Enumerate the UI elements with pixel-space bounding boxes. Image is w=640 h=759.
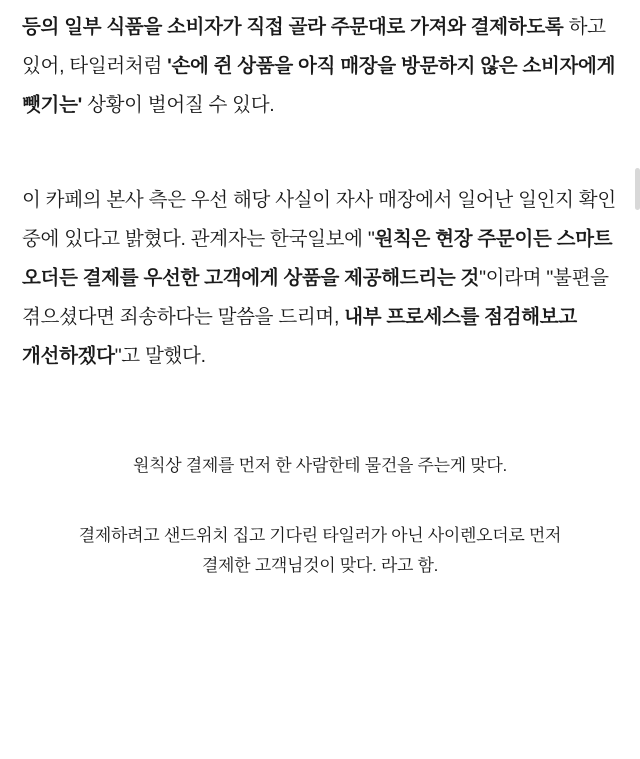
comment-2-line-2: 결제한 고객님것이 맞다. 라고 함.	[201, 556, 439, 575]
paragraph-1-run-1: 등의 일부 식품을 소비자가 직접 골라 주문대로 가져와 결제하도록	[22, 16, 564, 38]
paragraph-2-run-5: "고 말했다.	[114, 345, 206, 367]
paragraph-2-run-3: "이라며 "불편을 겪으셨다면 죄송하다는 말씀을 드리며,	[22, 267, 609, 328]
comment-1-line-1: 원칙상 결제를 먼저 한 사람한테 물건을 주는게 맞다.	[133, 456, 507, 475]
paragraph-2-run-4: 내부 프로세스를 점검해보고 개선하겠다	[22, 306, 577, 367]
paragraph-1	[22, 8, 618, 125]
comment-item-2	[18, 521, 622, 581]
paragraph-1-run-3: '손에 쥔 상품을 아직 매장을 방문하지 않은 소비자에게 뺏기는'	[22, 55, 616, 116]
paragraph-1-run-4: 상황이 벌어질 수 있다.	[81, 94, 275, 116]
comment-item-1	[18, 450, 622, 481]
comment-section	[0, 450, 640, 581]
article-body	[0, 0, 640, 376]
paragraph-2-run-1: 이 카페의 본사 측은 우선 해당 사실이 자사 매장에서 일어난 일인지 확인 중에 있다고 밝혔다. 관계자는 한국일보에 "	[22, 189, 616, 250]
paragraph-2-run-2: 원칙은 현장 주문이든 스마트 오더든 결제를 우선한 고객에게 상품을 제공해드리는 것	[22, 228, 613, 289]
scrollbar-thumb[interactable]	[635, 168, 640, 210]
paragraph-1-run-2: 하고 있어, 타일러처럼	[22, 16, 606, 77]
comment-2-line-1: 결제하려고 샌드위치 집고 기다린 타일러가 아닌 사이렌오더로 먼저	[78, 526, 562, 545]
paragraph-2	[22, 181, 618, 376]
